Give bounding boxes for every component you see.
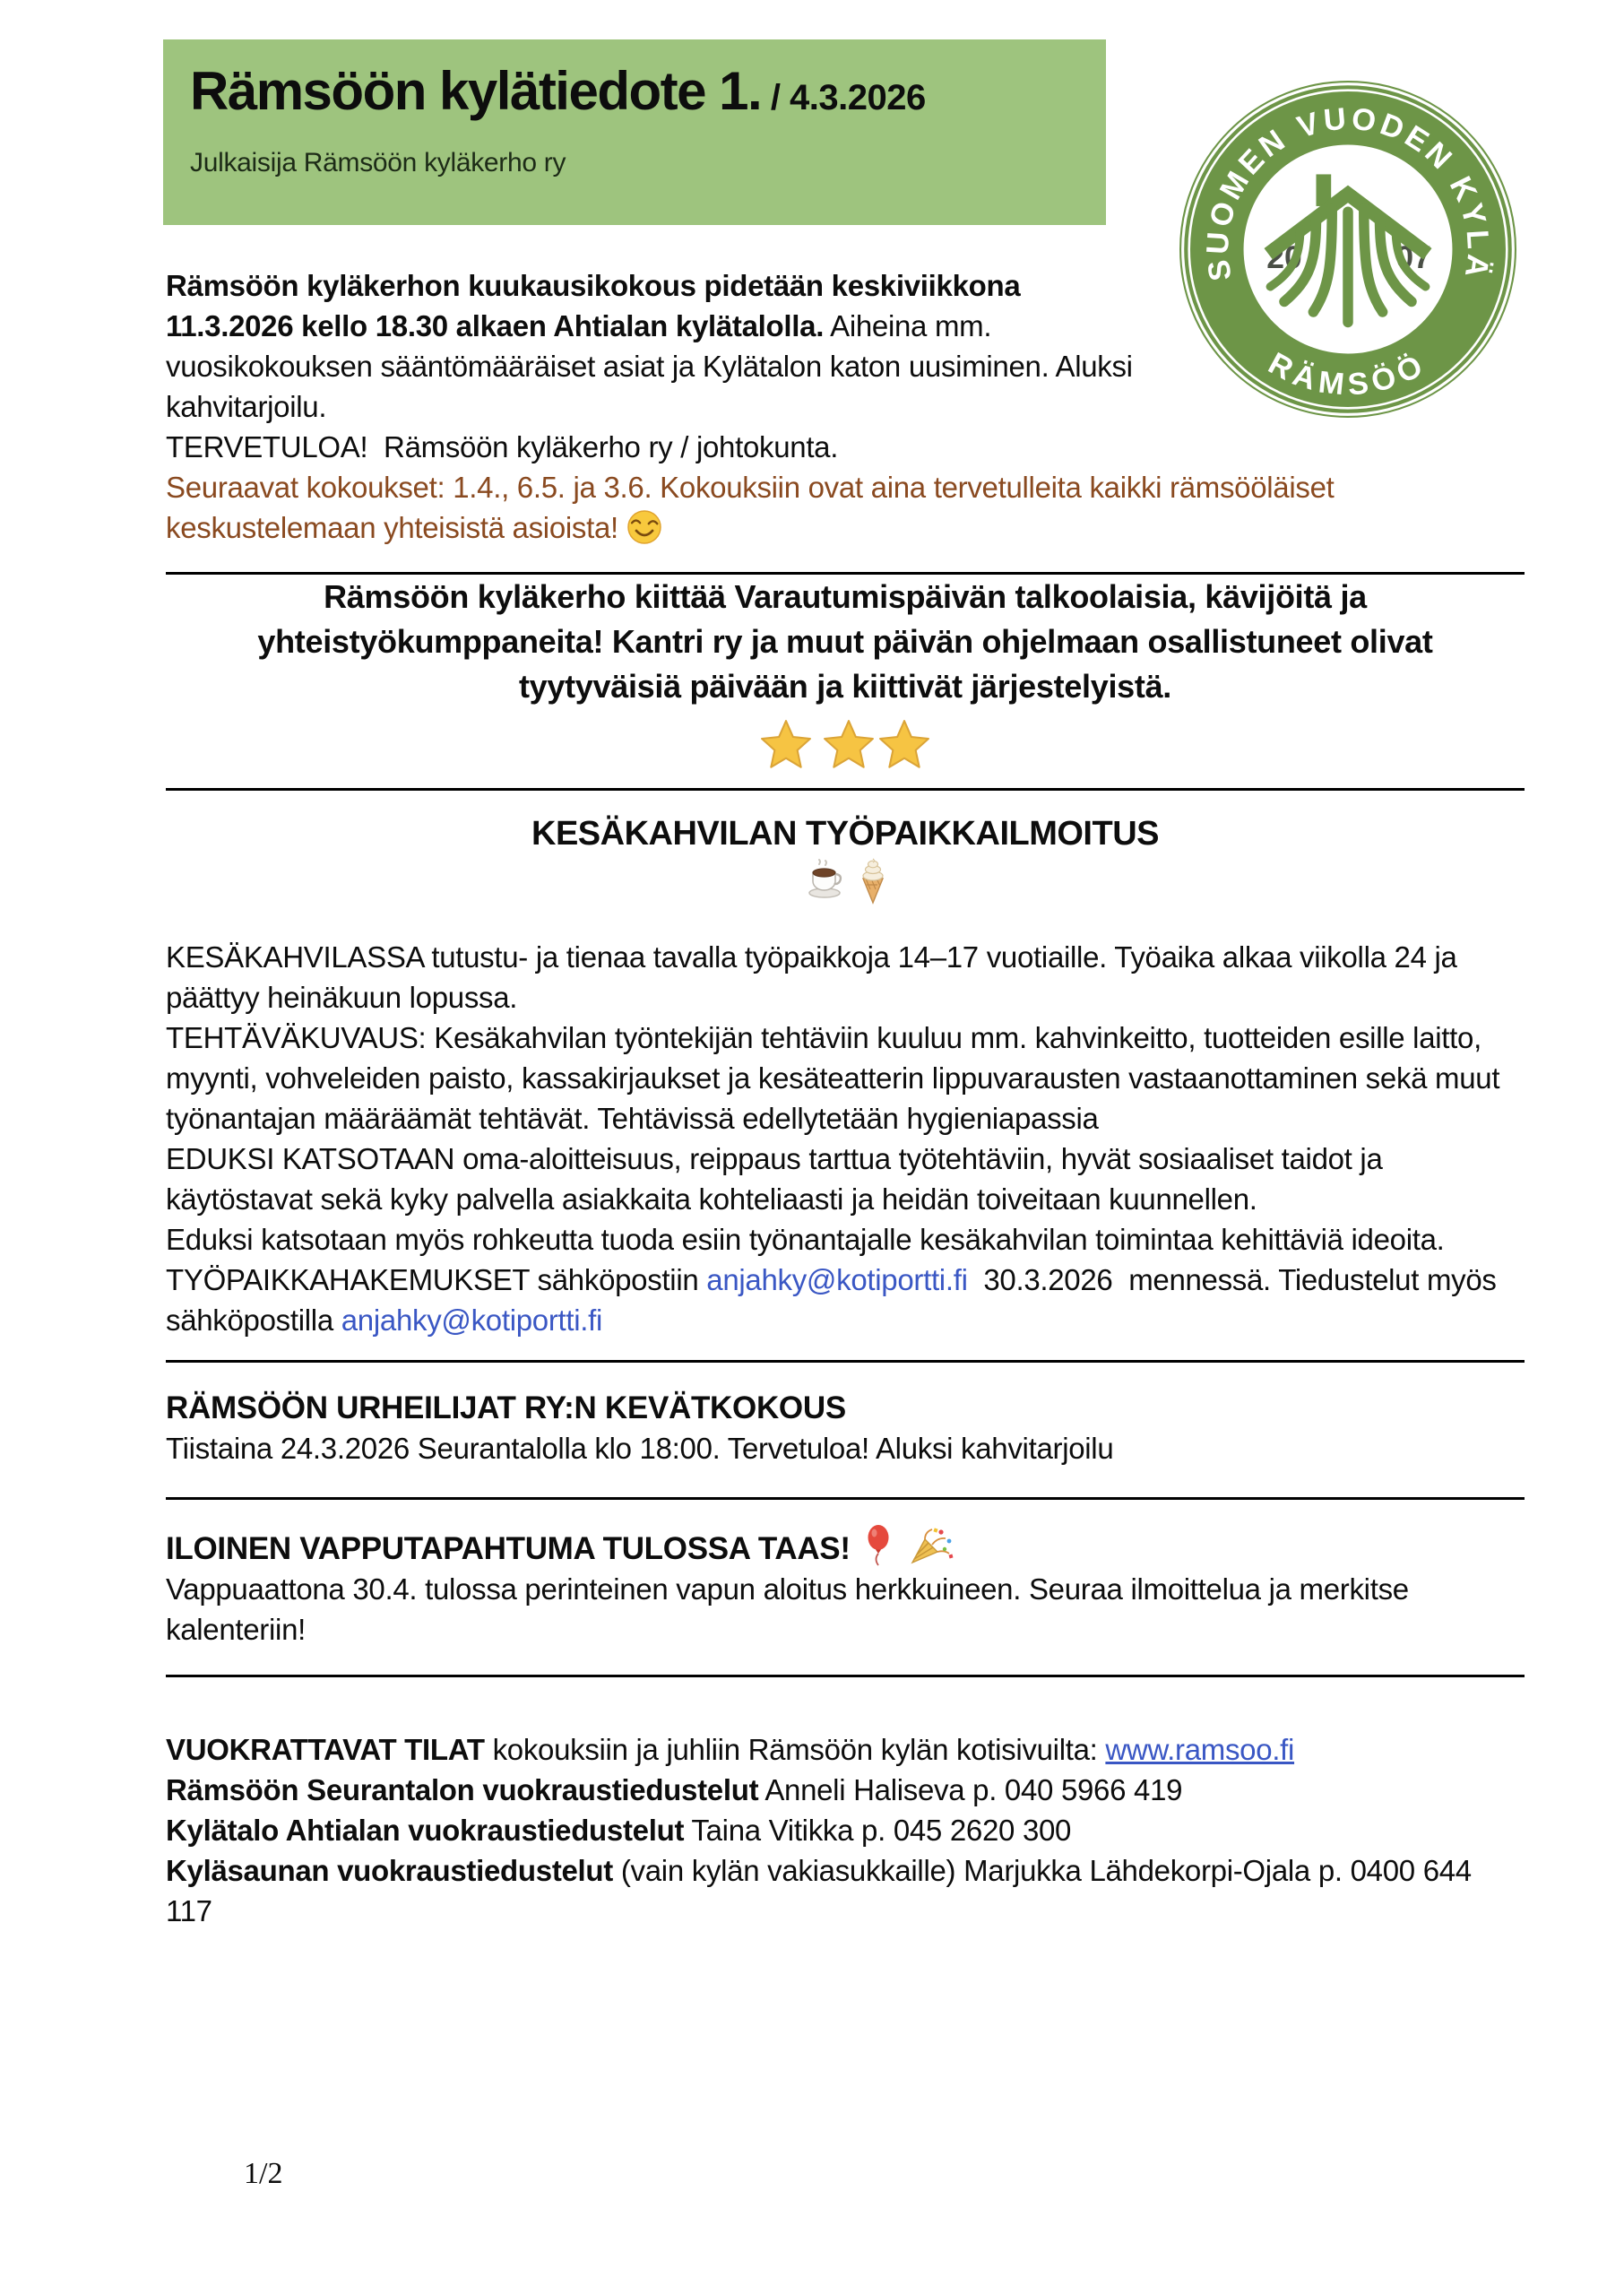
smiling-face-icon bbox=[626, 509, 662, 545]
gold-star-icon bbox=[760, 718, 812, 770]
text-segment: Rämsöön Seurantalon vuokraustiedustelut bbox=[166, 1773, 759, 1806]
section-divider bbox=[166, 1675, 1525, 1677]
section-divider bbox=[166, 1497, 1525, 1500]
text-segment: (vain kylän vakiasukkaille) Marjukka Lähdekorpi-Ojala p. 0400 644 117 bbox=[166, 1854, 1480, 1927]
newsletter-title bbox=[190, 63, 1079, 119]
vappu-heading-text: ILOINEN VAPPUTAPAHTUMA TULOSSA TAAS! bbox=[166, 1531, 851, 1566]
text-segment: Kyläsaunan vuokraustiedustelut bbox=[166, 1854, 613, 1887]
rentals-intro-line bbox=[166, 1729, 1525, 1770]
next-meetings-line bbox=[166, 467, 1483, 548]
masthead bbox=[163, 39, 1106, 225]
newsletter-title-text: Rämsöön kylätiedote 1. bbox=[190, 61, 762, 121]
gold-star-icon bbox=[878, 718, 930, 770]
jobad-heading: KESÄKAHVILAN TYÖPAIKKAILMOITUS bbox=[531, 815, 1159, 853]
badge-year-left: 20 bbox=[1266, 238, 1302, 275]
jobad-paragraph bbox=[166, 1018, 1525, 1139]
text-segment: 30.3.2026 mennessä. Tiedustelut myös sähköpostilla bbox=[166, 1263, 1505, 1337]
website-link[interactable]: www.ramsoo.fi bbox=[1105, 1733, 1295, 1766]
sports-meeting-heading: RÄMSÖÖN URHEILIJAT RY:N KEVÄTKOKOUS bbox=[166, 1390, 846, 1425]
rental-contact-line bbox=[166, 1850, 1525, 1931]
jobad-paragraph bbox=[166, 937, 1525, 1018]
rental-contact-line bbox=[166, 1810, 1525, 1850]
gold-star-icon bbox=[823, 718, 875, 770]
jobad-body bbox=[166, 937, 1525, 1340]
vappu-heading bbox=[166, 1525, 1525, 1569]
text-segment: Anneli Haliseva p. 040 5966 419 bbox=[758, 1773, 1183, 1806]
next-meetings-text: Seuraavat kokoukset: 1.4., 6.5. ja 3.6. Kokouksiin ovat aina tervetulleita kaikki rämsööläiset keskustelemaan yhteisistä asioista! bbox=[166, 471, 1335, 544]
rentals-section bbox=[166, 1729, 1525, 1931]
text-segment: kokouksiin ja juhliin Rämsöön kylän kotisivuilta: bbox=[484, 1733, 1106, 1766]
text-segment: EDUKSI KATSOTAAN oma-aloitteisuus, reippaus tarttua työtehtäviin, hyvät sosiaaliset taidot ja käytöstavat sekä kyky palvella asiakkaita kohteliaasti ja heidän toiveitaan kuunnellen. bbox=[166, 1142, 1391, 1216]
coffee-cup-icon bbox=[804, 858, 845, 899]
sports-meeting-body: Tiistaina 24.3.2026 Seurantalolla klo 18:00. Tervetuloa! Aluksi kahvitarjoilu bbox=[166, 1432, 1114, 1465]
text-segment: KESÄKAHVILASSA tutustu- ja tienaa tavalla työpaikkoja 14–17 vuotiaille. Työaika alkaa viikolla 24 ja päättyy heinäkuun lopussa. bbox=[166, 940, 1465, 1014]
thanks-paragraph: Rämsöön kyläkerho kiittää Varautumispäivän talkoolaisia, kävijöitä ja yhteistyökumppaneita! Kantri ry ja muut päivän ohjelmaan osallistuneet olivat tyytyväisiä päivään ja kiittivät järjestelyistä. bbox=[257, 578, 1433, 705]
balloon-icon bbox=[864, 1525, 894, 1566]
jobad-paragraph bbox=[166, 1139, 1525, 1219]
stars-row bbox=[166, 718, 1525, 774]
newsletter-date: / 4.3.2026 bbox=[761, 78, 926, 117]
text-segment: Aiheina mm. vuosikokouksen sääntömääräiset asiat ja Kylätalon katon uusiminen. Aluksi kahvitarjoilu. bbox=[166, 309, 1141, 423]
page-number: 1/2 bbox=[244, 2157, 283, 2190]
jobad-paragraph bbox=[166, 1260, 1525, 1340]
section-divider bbox=[166, 788, 1525, 791]
welcome-line: TERVETULOA! Rämsöön kyläkerho ry / johtokunta. bbox=[166, 430, 839, 463]
vappu-body: Vappuaattona 30.4. tulossa perinteinen vapun aloitus herkkuineen. Seuraa ilmoittelua ja merkitse kalenteriin! bbox=[166, 1572, 1409, 1646]
text-segment: TEHTÄVÄKUVAUS: Kesäkahvilan työntekijän tehtäviin kuuluu mm. kahvinkeitto, tuotteiden esille laitto, myynti, vohveleiden paisto, kassakirjaukset ja kesäteatterin lippuvarausten vastaanottaminen sekä muut työnantajan määräämät tehtävät. Tehtävissä edellytetään hygieniapassia bbox=[166, 1021, 1508, 1135]
rental-contact-line bbox=[166, 1770, 1525, 1810]
party-popper-icon bbox=[909, 1525, 954, 1566]
text-segment: Taina Vitikka p. 045 2620 300 bbox=[684, 1814, 1072, 1847]
monthly-meeting-paragraph bbox=[166, 265, 1141, 427]
publisher-line: Julkaisija Rämsöön kyläkerho ry bbox=[190, 148, 566, 178]
text-segment: Kylätalo Ahtialan vuokraustiedustelut bbox=[166, 1814, 685, 1847]
text-segment: Eduksi katsotaan myös rohkeutta tuoda esiin työnantajalle kesäkahvilan toimintaa kehittäviä ideoita. bbox=[166, 1223, 1445, 1256]
badge-year-right: 07 bbox=[1395, 238, 1431, 275]
jobad-paragraph bbox=[166, 1219, 1525, 1260]
email-link[interactable]: anjahky@kotiportti.fi bbox=[341, 1303, 603, 1337]
text-segment: TYÖPAIKKAHAKEMUKSET sähköpostiin bbox=[166, 1263, 707, 1296]
content-column bbox=[166, 265, 1525, 1931]
jobad-emoji-row bbox=[166, 858, 1525, 905]
text-segment: VUOKRATTAVAT TILAT bbox=[166, 1733, 485, 1766]
email-link[interactable]: anjahky@kotiportti.fi bbox=[706, 1263, 968, 1296]
text-segment: Rämsöön kyläkerhon kuukausikokous pidetään keskiviikkona 11.3.2026 kello 18.30 alkaen Ahtialan kylätalolla. bbox=[166, 269, 1029, 342]
badge-arc-bottom-text: RÄMSÖÖ bbox=[1262, 346, 1434, 403]
badge-arc-top-text: SUOMEN VUODEN KYLÄ bbox=[1200, 101, 1496, 283]
section-divider bbox=[166, 1360, 1525, 1363]
soft-ice-cream-icon bbox=[860, 858, 886, 905]
